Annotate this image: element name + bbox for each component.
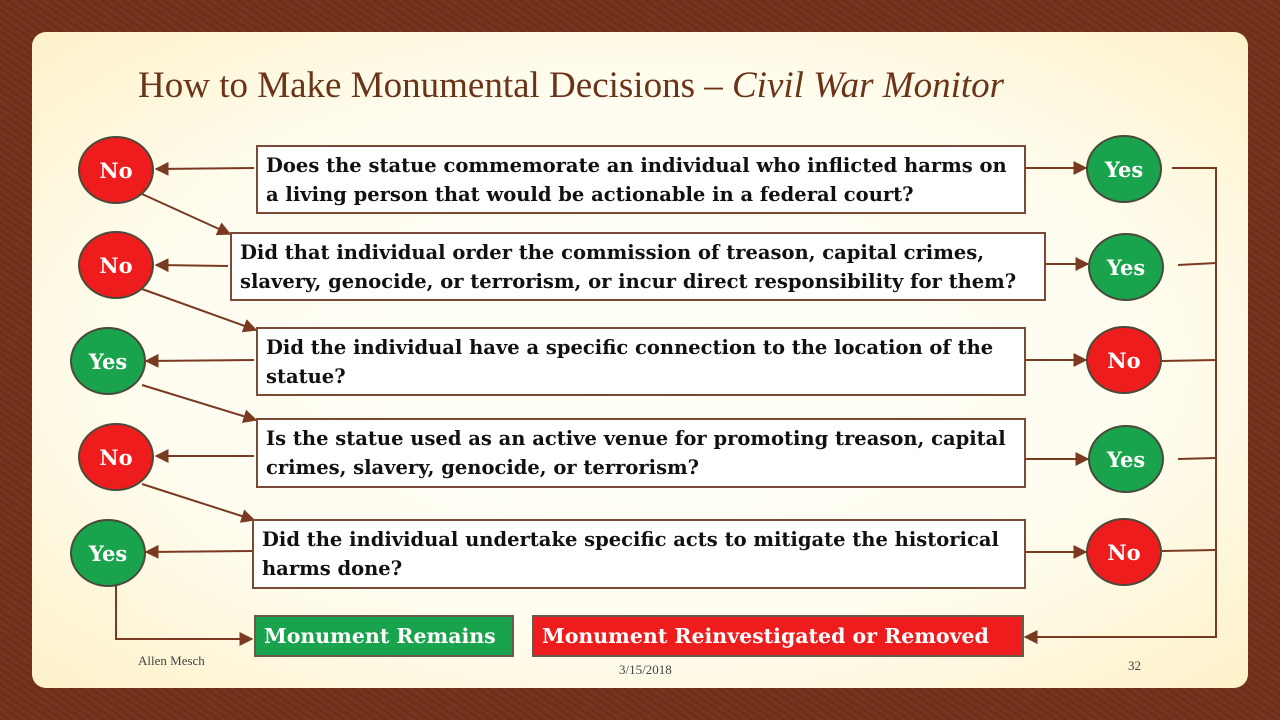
- left-answer-5: Yes: [70, 519, 146, 587]
- question-text: Did that individual order the commission of treason, capital crimes, slavery, genocide, or terrorism, or incur direct responsibility for them?: [240, 240, 1017, 293]
- question-text: Did the individual undertake specific acts to mitigate the historical harms done?: [262, 528, 999, 580]
- outcome-monument-removed: Monument Reinvestigated or Removed: [532, 615, 1024, 657]
- left-answer-3: Yes: [70, 327, 146, 395]
- footer-date: 3/15/2018: [619, 662, 672, 677]
- right-answer-2: Yes: [1088, 233, 1164, 301]
- arrow-d4: [142, 484, 254, 520]
- title-main: How to Make Monumental Decisions –: [138, 65, 732, 106]
- left-answer-4: No: [78, 423, 154, 491]
- left-answer-1: No: [78, 136, 154, 204]
- footer-author: Allen Mesch: [138, 653, 205, 668]
- arrow-q2-left: [156, 265, 228, 266]
- outcome-monument-remains: Monument Remains: [254, 615, 514, 657]
- right-answer-5: No: [1086, 518, 1162, 586]
- question-text: Is the statue used as an active venue for promoting treason, capital crimes, slavery, genocide, or terrorism?: [266, 427, 1006, 479]
- slide: [32, 32, 1248, 688]
- question-box-4: [256, 418, 1026, 488]
- right-answer-4: Yes: [1088, 425, 1164, 493]
- question-text: Did the individual have a specific connection to the location of the statue?: [266, 335, 994, 388]
- footer-page-number: 32: [1128, 658, 1141, 673]
- arrow-d1: [142, 194, 230, 234]
- title-italic: Civil War Monitor: [731, 65, 1005, 106]
- arrow-to-remains: [116, 584, 252, 639]
- question-box-5: [252, 519, 1026, 589]
- left-answer-2: No: [78, 231, 154, 299]
- right-answer-1: Yes: [1086, 135, 1162, 203]
- arrow-q3-left: [146, 360, 254, 361]
- question-box-3: [256, 327, 1026, 396]
- right-answer-3: No: [1086, 326, 1162, 394]
- arrow-q5-left: [146, 551, 252, 552]
- question-text: Does the statue commemorate an individual who inflicted harms on a living person that would be actionable in a federal court?: [266, 153, 1007, 206]
- arrow-q1-left: [156, 168, 254, 169]
- question-box-1: [256, 145, 1026, 214]
- arrow-d3: [142, 385, 256, 420]
- question-box-2: [230, 232, 1046, 301]
